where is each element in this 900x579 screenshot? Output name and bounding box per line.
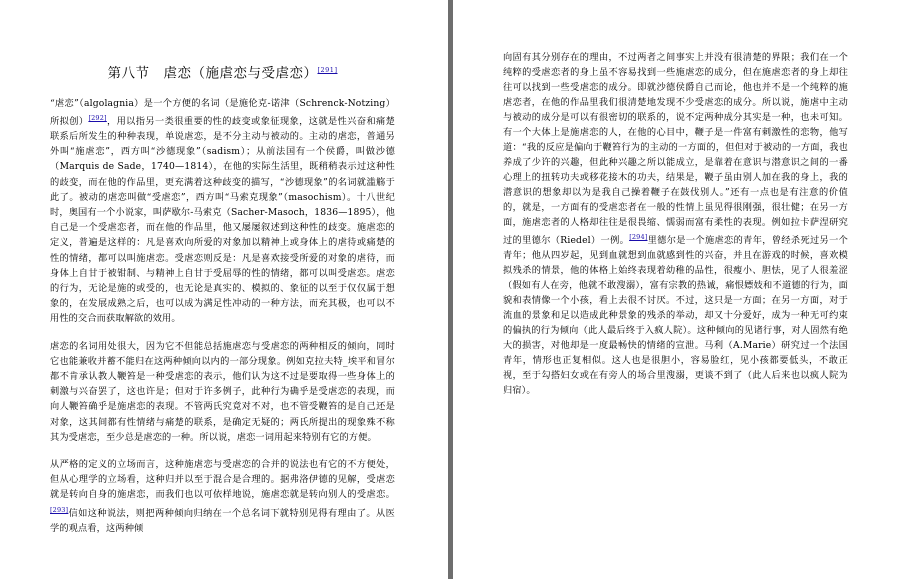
paragraph-text: 向固有其分别存在的理由，不过两者之间事实上并没有很清楚的界限；我们在一个纯粹的受虐恋者的身上虽不容易找到一些施虐恋的成分，但在施虐恋者的身上却往往可以找到一些受虐恋的成分。即就沙德侯爵自己而论，他也并不是一个纯粹的施虐恋者，在他的作品里我们很清楚地发现不少受虐恋的成分。所以说，施虐中主动与被动的成分是可以有很密切的联系的，说不定两种成分其实是一种，也未可知。有一个大体上是施虐恋的人，在他的心目中，鞭子是一件富有刺激性的恋物，他写道：“我的反应是偏向于鞭笞行为的主动的一方面的，但但对于被动的一方面，我也养成了少许的兴趣，但此种兴趣之所以能成立，是靠着在意识与潜意识之间的一番心理上的扭转功夫或移花接木的功夫，结果是，鞭子虽由别人加在我的身上，我的潜意识的想象却以为是我自己操着鞭子在鼓伐别人。”还有一点也是有注意的价值的，就是，一方面有的受虐恋者在一般的性情上虽见得很刚强，很壮健；在另一方面，施虐恋者的人格却往往是很畏缩、懦弱而富有柔性的表现。例如拉卡萨涅研究过的里德尔（Riedel）一例。 [503,52,848,247]
paragraph-text: 里德尔是一个施虐恋的青年，曾经杀死过另一个青年；他从四岁起，见到血就想到血就感到性的兴奋，并且在游戏的时候，喜欢模拟残杀的情景，他的体格上始终表现着幼稚的品性，很瘦小、胆怯，见了人很羞涩（假如有人在旁，他就不敢溲溺），富有宗教的热诚，痛恨嫖妓和不道德的行为，面貌和表情像一个小孩，看上去很不讨厌。不过，这只是一方面；在另一方面，对于流血的景象和足以造成此种景象的残杀的举动，却又十分爱好，成为一种无可约束的偏执的行为倾向（此人最后终于入疯人院）。这种倾向的见诸行事，对人固然有绝大的损害，对他却是一度最畅快的情绪的宣泄。马利（A.Marie）研究过一个法国青年，情形也正复相似。这人也是很胆小，容易脸红，见小孩都要低头，不敢正视，至于勾搭妇女或在有旁人的场合里溲溺，更谈不到了（此人后来也以疯人院为归宿）。 [503,235,848,397]
footnote-link-294[interactable]: [294] [629,233,648,241]
body-paragraph [50,96,395,327]
paragraph-text: 从严格的定义的立场而言，这种施虐恋与受虐恋的合并的说法也有它的不方便处，但从心理学的立场看，这种归并以至于混合是合理的。据弗洛伊德的见解，受虐恋就是转向自身的施虐恋，而我们也以可依样地说，施虐恋就是转向别人的受虐恋。 [50,459,395,501]
paragraph-text: 信如这种说法，则把两种倾向归纳在一个总名词下就特别见得有理由了。从医学的观点看，这两种倾 [50,507,395,534]
section-title: 第八节 虐恋（施虐恋与受虐恋） [107,65,318,82]
body-paragraph [50,457,395,536]
left-page [0,0,448,579]
paragraph-text: ，用以指另一类很重要的性的歧变或象征现象，这就是性兴奋和痛楚联系后所发生的种种表现，单说虐恋，是不分主动与被动的。主动的虐恋，普通另外叫“施虐恋”，西方叫“沙德现象”（sadism）；从前法国有一个侯爵，叫做沙德（Marquis de Sade，1740—1814），在他的实际生活里，既稍稍表示过这种性的歧变，而在他的作品里，更充满着这种歧变的描写，“沙德现象”的名词就滥觞于此了。被动的虐恋叫做“受虐恋”，西方叫“马索克现象”（masochism）。十八世纪时，奥国有一个小说家，叫萨歇尔-马索克（Sacher-Masoch，1836—1895），他自己是一个受虐恋者，而在他的作品里，他又屡屡叙述到这种性的歧变。施虐恋的定义，普遍是这样的：凡是喜欢向所爱的对象加以精神上或身体上的虐待或痛楚的性的情绪，都可以叫施虐恋。受虐恋则反是：凡是喜欢接受所爱的对象的虐待，而身体上自甘于被钳制、与精神上自甘于受屈辱的性的情绪，都可以叫受虐恋。虐恋的行为，无论是施的或受的，也无论是真实的、模拟的、象征的以至于仅仅属于想象的，在发展成熟之后，也可以成为满足性冲动的一种方法，而充其极，也可以不用性的交合而获取解欲的效用。 [50,115,396,325]
footnote-link-291[interactable]: [291] [317,66,338,74]
section-heading [50,60,395,84]
body-paragraph [50,339,395,445]
paragraph-text: 虐恋的名词用处很大，因为它不但能总括施虐恋与受虐恋的两种相反的倾向，同时它也能兼收并蓄不能归在这两种倾向以内的一部分现象。例如克拉夫特_埃平和冒尔都不肯承认教人鞭笞是一种受虐恋的表示，他们认为这不过是要取得一些身体上的刺激与兴奋罢了，这也许是；但对于许多例子，此种行为确乎是受虐恋的表现，而向人鞭笞确乎是施虐恋的表现。不管两氏究竟对不对，也不管受鞭笞的是自己还是对象，这其间都有性情绪与痛楚的联系，是确定无疑的；两氏所提出的现象殊不称其为受虐恋，至少总是虐恋的一种。所以说，虐恋一词用起来特别有它的方便。 [50,340,395,443]
body-paragraph [503,50,848,398]
right-page [453,0,900,579]
paragraph-text: “虐恋”（algolagnia）是一个方便的名词（是施伦克-诺津（Schrenck-Notzing）所拟创） [50,97,395,127]
footnote-link-292[interactable]: [292] [88,113,107,122]
right-page-content [503,50,848,410]
left-page-content [50,60,395,548]
footnote-link-293[interactable]: [293] [50,505,69,514]
